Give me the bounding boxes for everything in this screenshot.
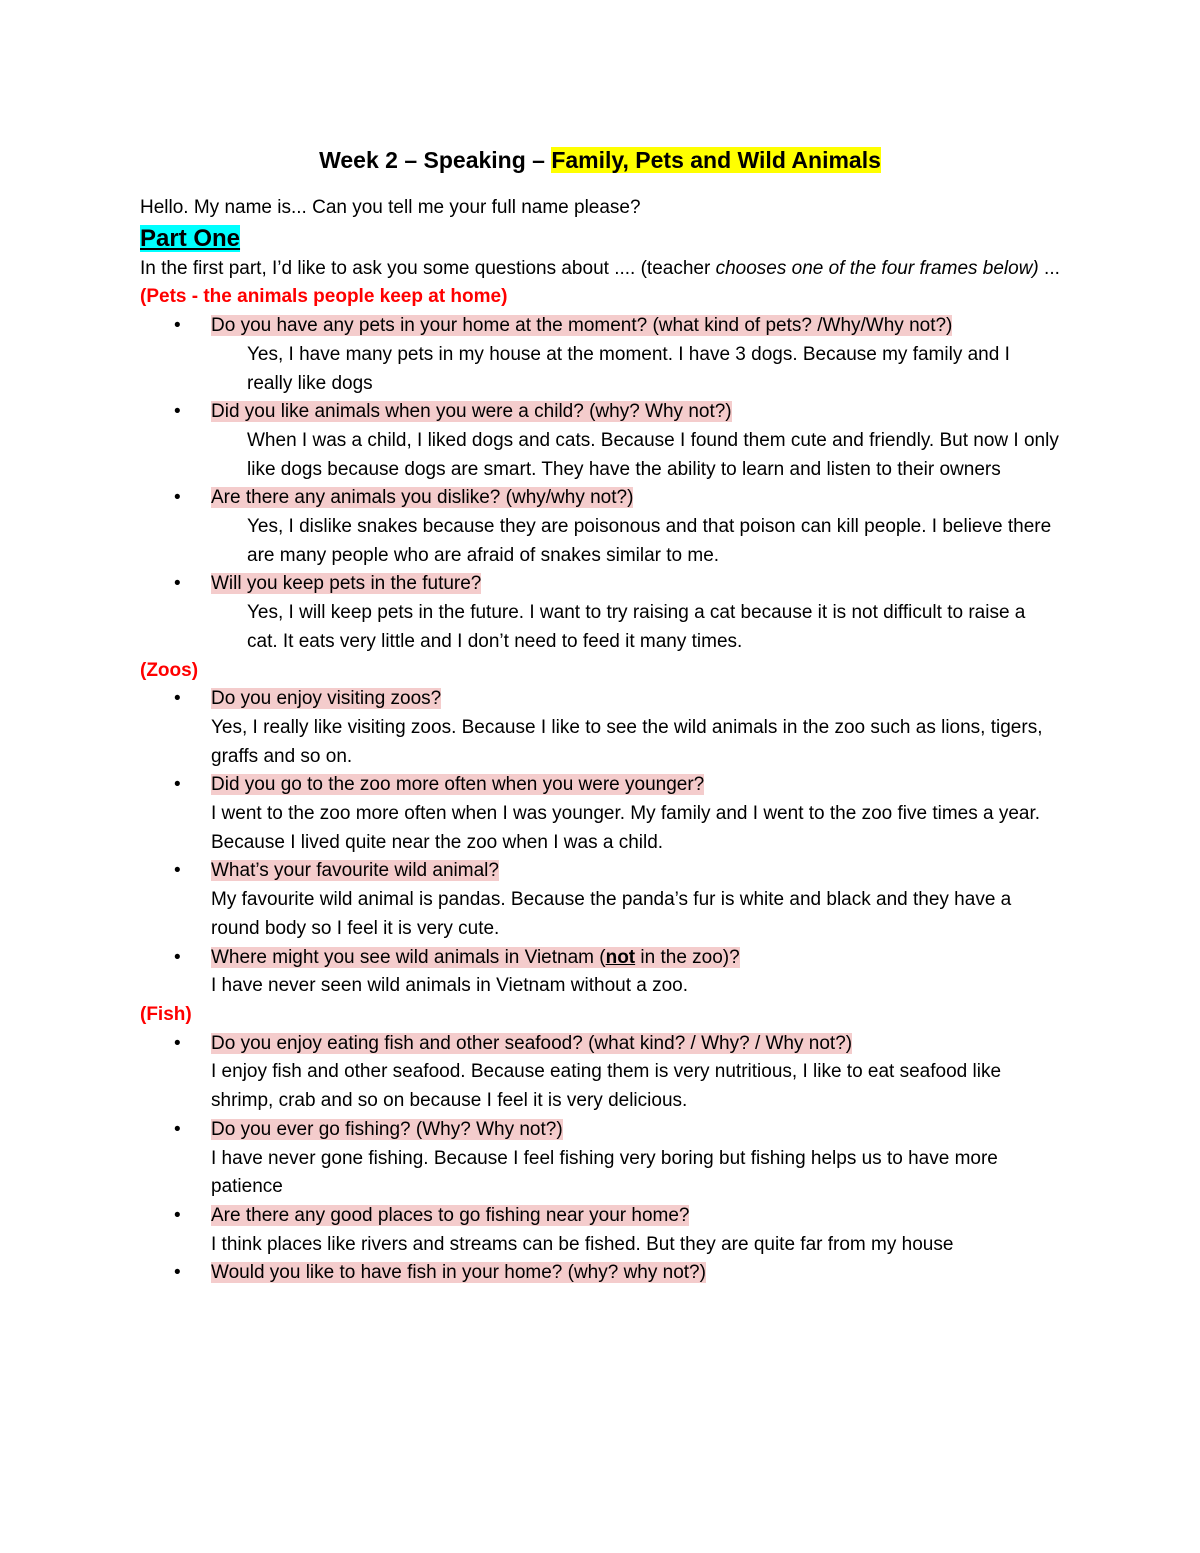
question-text: Will you keep pets in the future? [211,573,482,595]
list-item [140,1259,1060,1288]
question-text: Did you go to the zoo more often when you were younger? [211,774,705,796]
title-prefix: Week 2 – Speaking – [319,147,552,173]
bullet-icon: • [174,1032,181,1054]
bullet-icon: • [174,487,181,509]
list-item [140,312,1060,398]
section-heading-zoos: (Zoos) [140,659,199,681]
section-heading-pets: (Pets - the animals people keep at home) [140,286,508,308]
bullet-icon: • [174,860,181,882]
list-item [140,570,1060,656]
bullet-icon: • [174,688,181,710]
question-text: Did you like animals when you were a child? (why? Why not?) [211,401,732,423]
list-item [140,484,1060,570]
greeting-text: Hello. My name is... Can you tell me your full name please? [140,197,641,218]
list-item [140,1030,1060,1116]
section-heading-fish: (Fish) [140,1003,192,1025]
list-item [140,857,1060,943]
bullet-icon: • [174,1118,181,1140]
question-part-1: Where might you see wild animals in Vietnam ( [211,946,606,968]
bullet-icon: • [174,573,181,595]
question-list-fish [140,1030,1060,1288]
part-heading [140,223,1060,255]
list-item [140,944,1060,1001]
list-item [140,685,1060,771]
intro-text-1: In the first part, I’d like to ask you some questions about .... (teacher [140,257,716,279]
list-item [140,771,1060,857]
question-text: Would you like to have fish in your home? (why? why not?) [211,1262,706,1284]
question-text: Are there any animals you dislike? (why/why not?) [211,487,634,509]
question-list-zoos [140,685,1060,1001]
question-text: Do you enjoy eating fish and other seafood? (what kind? / Why? / Why not?) [211,1032,853,1054]
bullet-icon: • [174,401,181,423]
intro-text-2: ... [1038,257,1060,279]
answer-text: I have never gone fishing. Because I feel fishing very boring but fishing helps us to have more patience [211,1147,998,1198]
answer-text: I went to the zoo more often when I was younger. My family and I went to the zoo five times a year. Because I lived quite near the zoo when I was a child. [211,803,1041,853]
intro-italic: chooses one of the four frames below) [715,257,1039,279]
answer-text: I have never seen wild animals in Vietnam without a zoo. [211,975,689,997]
bullet-icon: • [174,1262,181,1284]
answer-text: Yes, I really like visiting zoos. Because I like to see the wild animals in the zoo such as lions, tigers, graffs and so on. [211,716,1043,767]
document-page [140,140,1060,1288]
part-heading-label: Part One [140,224,241,252]
answer-text: Yes, I will keep pets in the future. I want to try raising a cat because it is not difficult to raise a cat. It eats very little and I don’t need to feed it many times. [247,602,1026,652]
bullet-icon: • [174,946,181,968]
question-text: Do you have any pets in your home at the moment? (what kind of pets? /Why/Why not?) [211,315,953,337]
question-emphasis: not [605,946,636,968]
answer-text: Yes, I have many pets in my house at the moment. I have 3 dogs. Because my family and I really like dogs [247,343,1010,394]
answer-text: I enjoy fish and other seafood. Because eating them is very nutritious, I like to eat seafood like shrimp, crab and so on because I feel it is very delicious. [211,1061,1002,1112]
question-text: Do you ever go fishing? (Why? Why not?) [211,1118,563,1140]
bullet-icon: • [174,315,181,337]
document-title [140,140,1060,180]
list-item [140,1116,1060,1202]
answer-text: I think places like rivers and streams can be fished. But they are quite far from my house [211,1233,954,1255]
list-item [140,1202,1060,1259]
question-part-3: in the zoo)? [635,946,740,968]
answer-text: When I was a child, I liked dogs and cats. Because I found them cute and friendly. But now I only like dogs because dogs are smart. They have the ability to learn and listen to their owners [247,429,1059,480]
answer-text: My favourite wild animal is pandas. Because the panda’s fur is white and black and they have a round body so I feel it is very cute. [211,889,1012,939]
question-text: Do you enjoy visiting zoos? [211,688,442,710]
answer-text: Yes, I dislike snakes because they are poisonous and that poison can kill people. I believe there are many people who are afraid of snakes similar to me. [247,516,1052,566]
question-list-pets [140,312,1060,656]
bullet-icon: • [174,774,181,796]
intro-paragraph [140,255,1060,284]
question-text [211,947,740,968]
bullet-icon: • [174,1204,181,1226]
title-highlight: Family, Pets and Wild Animals [551,147,881,173]
question-text: Are there any good places to go fishing near your home? [211,1204,690,1226]
question-text: What’s your favourite wild animal? [211,860,499,882]
list-item [140,398,1060,484]
